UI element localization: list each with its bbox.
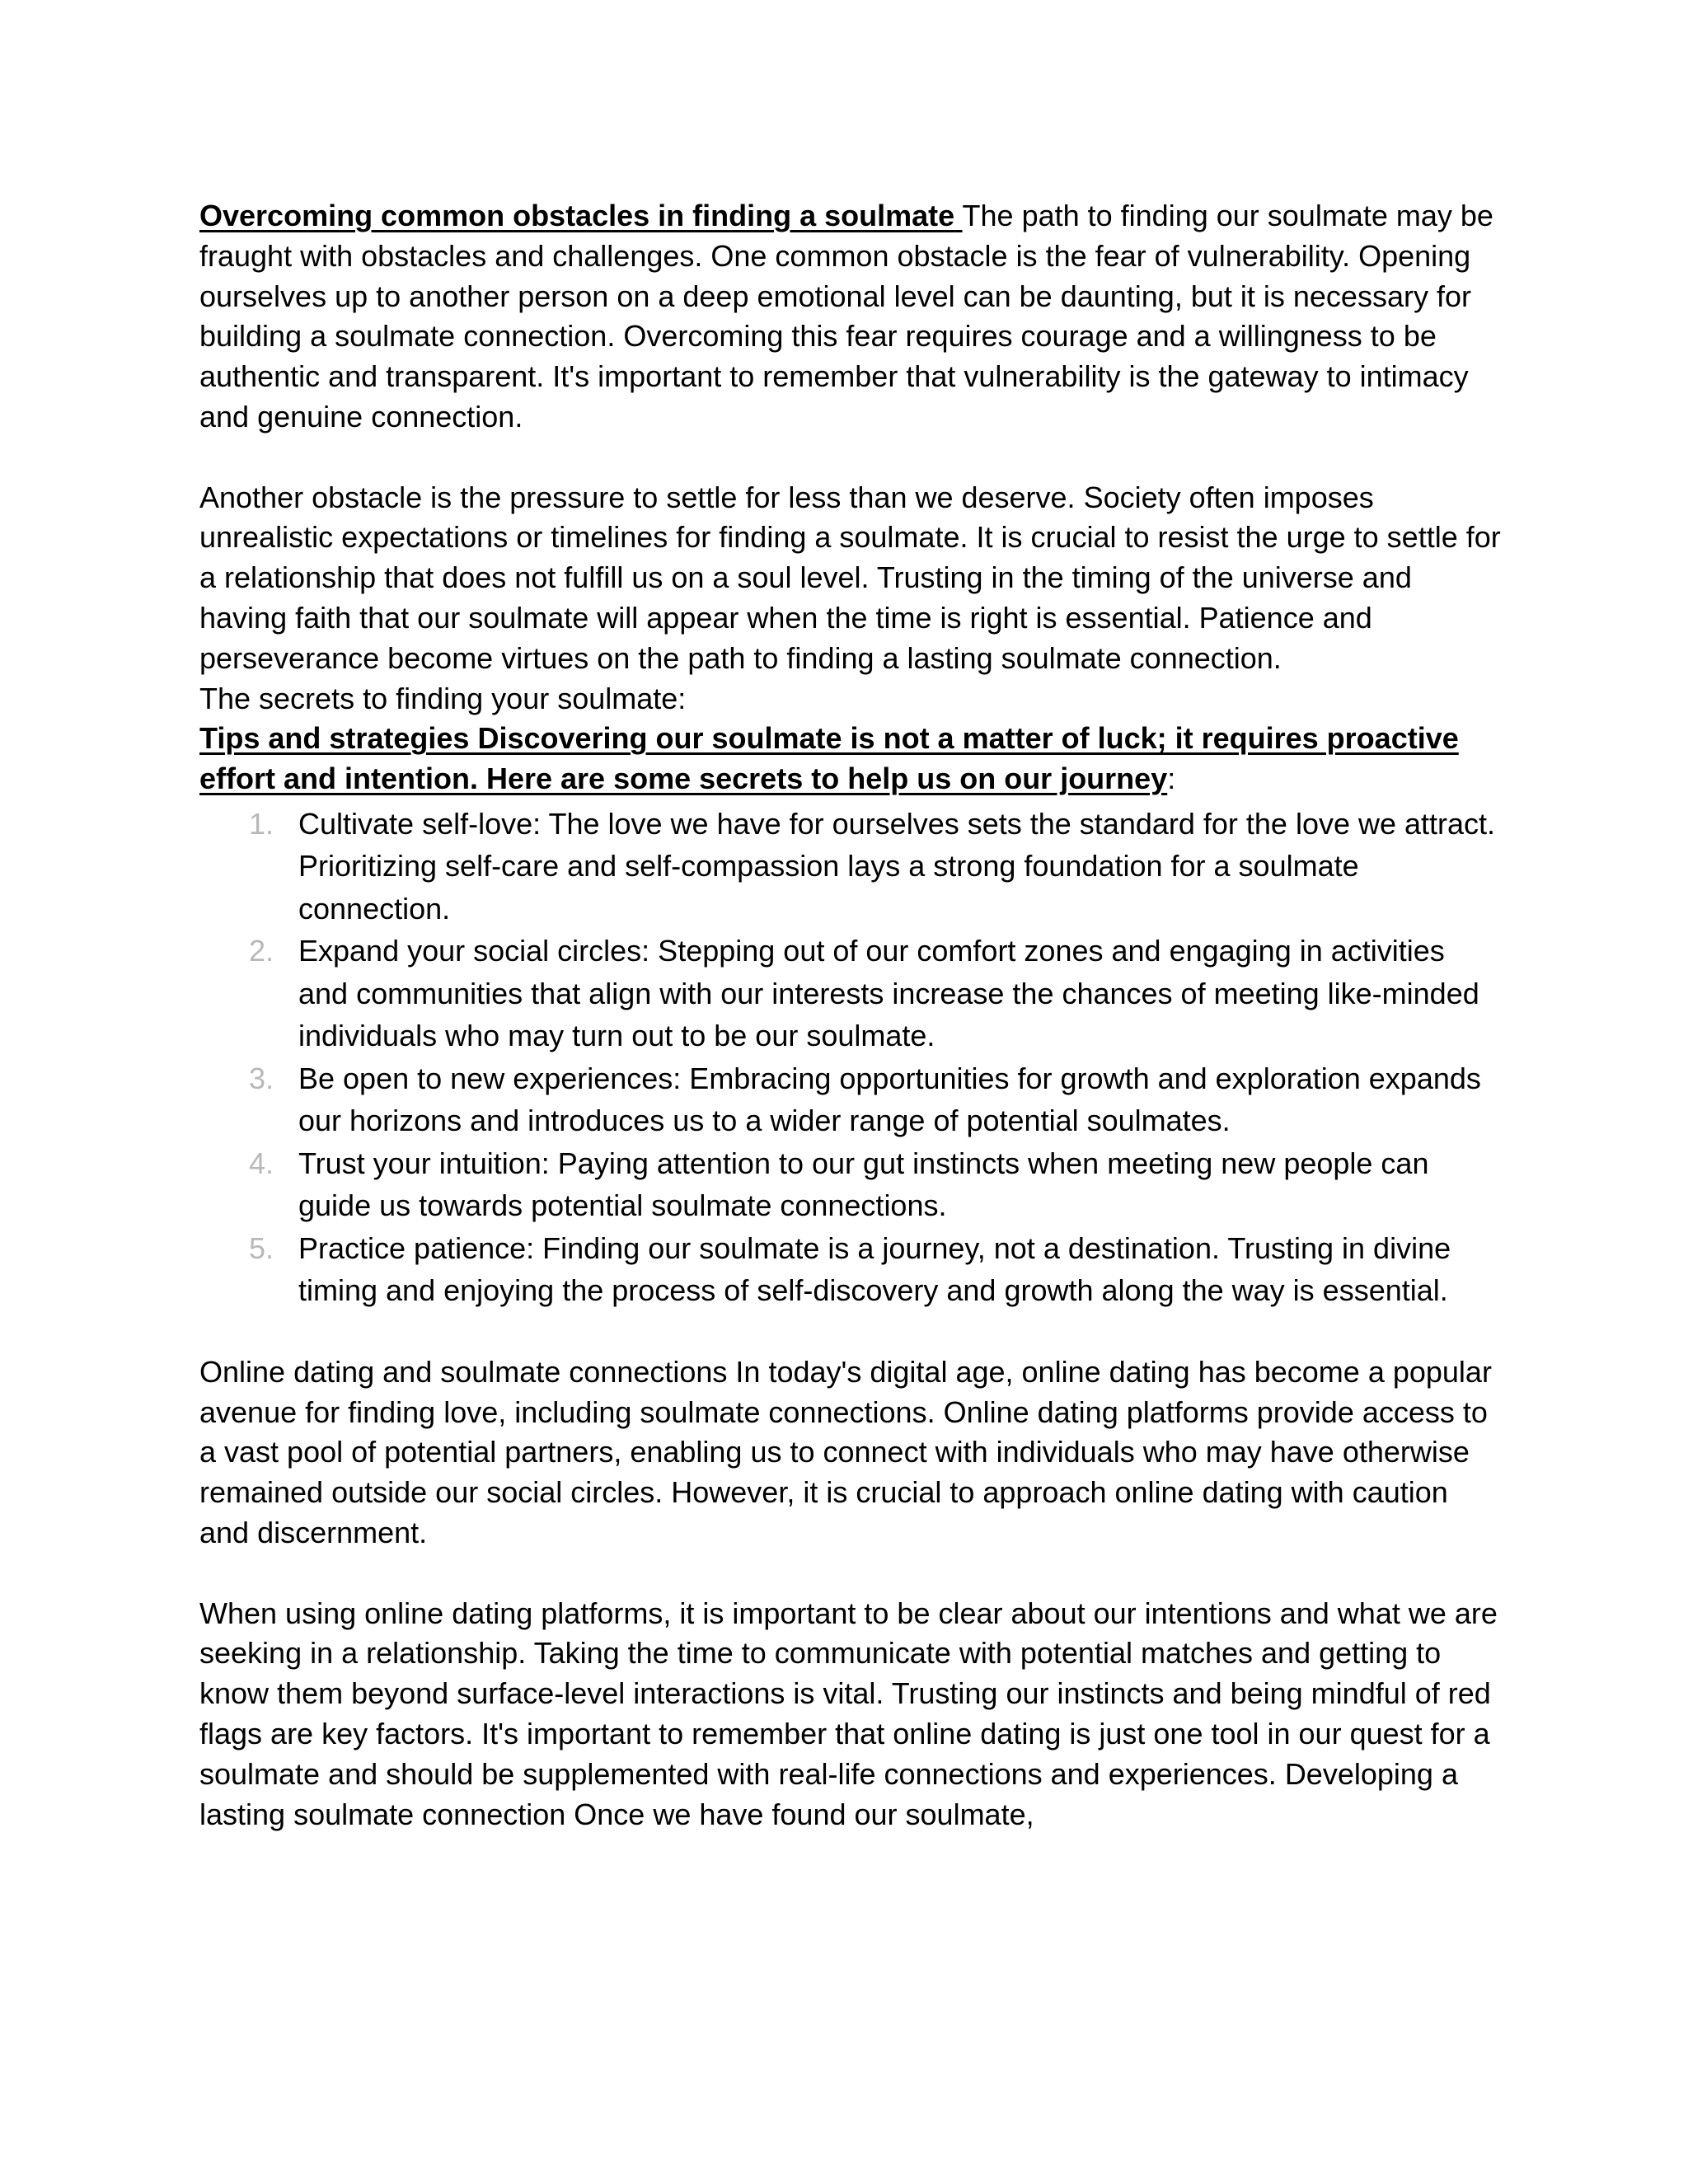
secrets-heading xyxy=(199,719,1502,799)
list-number: 5. xyxy=(249,1230,274,1265)
secrets-intro: The secrets to finding your soulmate: xyxy=(199,681,687,715)
list-item-text: Trust your intuition: Paying attention to our gut instincts when meeting new people can guide us towards potential soulmate connections. xyxy=(298,1146,1429,1223)
list-item xyxy=(199,930,1502,1057)
list-item xyxy=(199,1227,1502,1312)
list-number: 1. xyxy=(249,806,274,841)
list-item-text: Practice patience: Finding our soulmate is a journey, not a destination. Trusting in divine timing and enjoying the process of self-discovery and growth along the way is essential. xyxy=(298,1230,1451,1308)
list-item-text: Expand your social circles: Stepping out of our comfort zones and engaging in activities and communities that align with our interests increase the chances of meeting like-minded individuals who may turn out to be our soulmate. xyxy=(298,934,1479,1053)
paragraph-online-platforms: When using online dating platforms, it is important to be clear about our intentions and what we are seeking in a relationship. Taking the time to communicate with potential matches and getting to know them beyond surface-level interactions is vital. Trusting our instincts and being mindful of red flags are key factors. It's important to remember that online dating is just one tool in our quest for a soulmate and should be supplemented with real-life connections and experiences. Developing a lasting soulmate connection Once we have found our soulmate, xyxy=(199,1596,1498,1831)
list-number: 4. xyxy=(249,1146,274,1180)
secrets-heading-colon: : xyxy=(1167,762,1176,796)
paragraph-vulnerability: The path to finding our soulmate may be fraught with obstacles and challenges. One common obstacle is the fear of vulnerability. Opening ourselves up to another person on a deep emotional level can be daunting, but it is necessary for building a soulmate connection. Overcoming this fear requires courage and a willingness to be authentic and transparent. It's important to remember that vulnerability is the gateway to intimacy and genuine connection. xyxy=(199,199,1493,434)
list-item xyxy=(199,1142,1502,1227)
blank-line xyxy=(199,1554,1502,1594)
section-obstacles xyxy=(199,196,1502,438)
tips-list xyxy=(199,803,1502,1312)
section-heading-obstacles: Overcoming common obstacles in finding a soulmate xyxy=(199,199,955,232)
paragraph-settle: Another obstacle is the pressure to settle for less than we deserve. Society often imposes unrealistic expectations or timelines for finding a soulmate. It is crucial to resist the urge to settle for a relationship that does not fulfill us on a soul level. Trusting in the timing of the universe and having faith that our soulmate will appear when the time is right is essential. Patience and perseverance become virtues on the path to finding a lasting soulmate connection. xyxy=(199,480,1501,675)
blank-line xyxy=(199,438,1502,478)
paragraph-online-dating: Online dating and soulmate connections In today's digital age, online dating has become a popular avenue for finding love, including soulmate connections. Online dating platforms provide access to a vast pool of potential partners, enabling us to connect with individuals who may have otherwise remained outside our social circles. However, it is crucial to approach online dating with caution and discernment. xyxy=(199,1354,1492,1549)
list-item-text: Cultivate self-love: The love we have for ourselves sets the standard for the love we attract. Prioritizing self-care and self-compassion lays a strong foundation for a soulmate connection. xyxy=(298,806,1496,926)
secrets-heading-text: Tips and strategies Discovering our soulmate is not a matter of luck; it requires proactive effort and intention. Here are some secrets to help us on our journey xyxy=(199,721,1459,796)
heading-trailing-space xyxy=(954,199,962,232)
document-body xyxy=(199,196,1502,1835)
list-item xyxy=(199,803,1502,930)
list-number: 3. xyxy=(249,1061,274,1095)
list-item xyxy=(199,1057,1502,1142)
list-number: 2. xyxy=(249,934,274,968)
list-item-text: Be open to new experiences: Embracing opportunities for growth and exploration expands our horizons and introduces us to a wider range of potential soulmates. xyxy=(298,1061,1481,1138)
blank-line xyxy=(199,1312,1502,1352)
